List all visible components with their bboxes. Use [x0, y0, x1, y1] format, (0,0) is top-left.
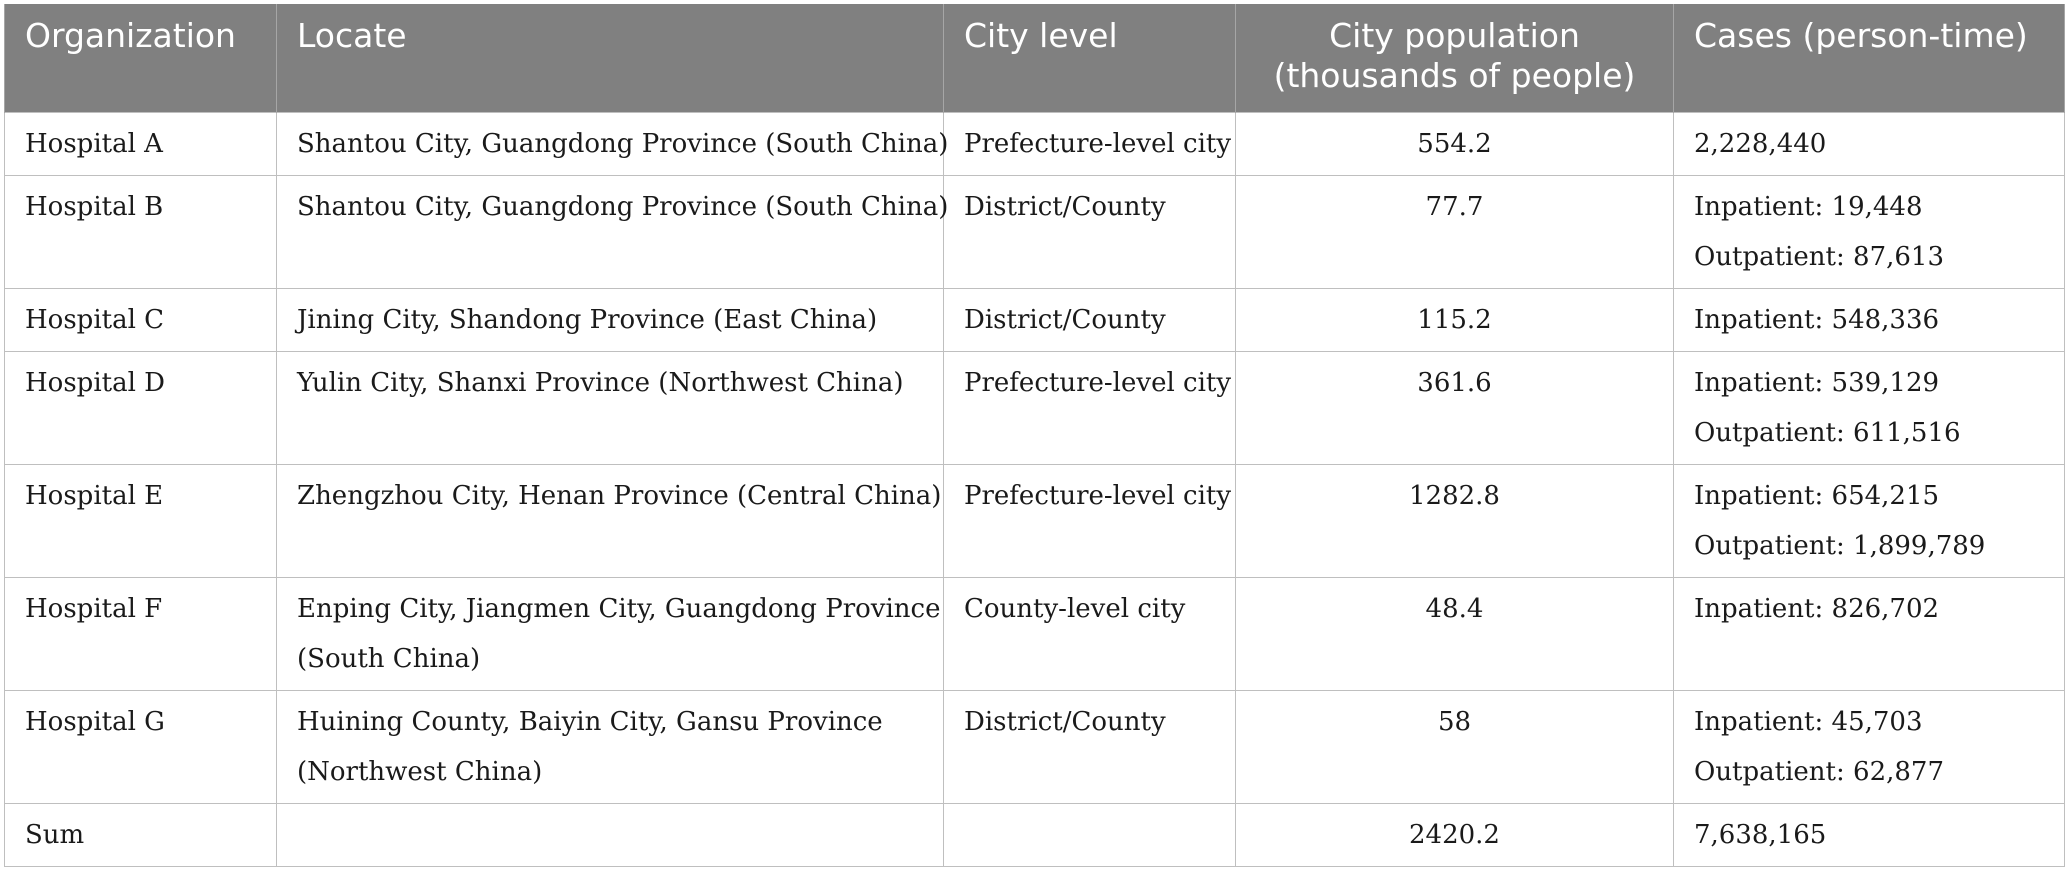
table-row [5, 690, 2065, 803]
table-row [5, 351, 2065, 464]
header-city-level: City level [944, 4, 1236, 112]
cell-sum-population: 2420.2 [1236, 803, 1674, 866]
cell-locate [277, 464, 944, 577]
header-city-population [1236, 4, 1674, 112]
header-city-population-line1: City population [1329, 16, 1580, 55]
hospital-data-table [4, 4, 2065, 867]
cell-locate-region: (Northwest China) [297, 756, 543, 787]
cell-organization: Hospital D [5, 351, 277, 464]
cell-empty [944, 803, 1236, 866]
cell-city-level: Prefecture-level city [944, 351, 1236, 464]
hospital-data-table-container [4, 4, 2064, 854]
header-city-population-line2: (thousands of people) [1273, 56, 1636, 95]
cell-city-level: District/County [944, 690, 1236, 803]
cell-locate-line: Zhengzhou City, Henan Province (Central China) [297, 480, 942, 511]
cell-cases [1674, 464, 2065, 577]
cell-cases [1674, 175, 2065, 288]
cell-locate-region: (South China) [297, 643, 481, 674]
table-row [5, 464, 2065, 577]
table-row [5, 175, 2065, 288]
cell-cases-inpatient: Inpatient: 19,448 [1694, 191, 1923, 222]
cell-population: 48.4 [1236, 577, 1674, 690]
cell-sum-cases: 7,638,165 [1674, 803, 2065, 866]
cell-locate [277, 690, 944, 803]
cell-locate-line: Shantou City, Guangdong Province (South China) [297, 128, 949, 159]
table-row [5, 112, 2065, 175]
cell-cases-inpatient: Inpatient: 548,336 [1694, 304, 1940, 335]
cell-population: 58 [1236, 690, 1674, 803]
cell-locate-line: Huining County, Baiyin City, Gansu Province [297, 706, 883, 737]
cell-cases-inpatient: Inpatient: 45,703 [1694, 706, 1923, 737]
cell-population: 1282.8 [1236, 464, 1674, 577]
table-sum-row [5, 803, 2065, 866]
header-organization: Organization [5, 4, 277, 112]
cell-cases [1674, 288, 2065, 351]
cell-locate [277, 112, 949, 175]
cell-sum-label: Sum [5, 803, 277, 866]
cell-cases [1674, 577, 2065, 690]
cell-locate-line: Shantou City, Guangdong Province (South China) [297, 191, 949, 222]
cell-locate [277, 175, 949, 288]
cell-cases-outpatient: Outpatient: 1,899,789 [1694, 530, 1986, 561]
table-row [5, 577, 2065, 690]
cell-locate-line: Yulin City, Shanxi Province (Northwest China) [297, 367, 904, 398]
table-row [5, 288, 2065, 351]
cell-cases-inpatient: Inpatient: 654,215 [1694, 480, 1940, 511]
cell-organization: Hospital G [5, 690, 277, 803]
cell-cases [1674, 112, 2065, 175]
cell-locate [277, 288, 944, 351]
cell-locate-line: Enping City, Jiangmen City, Guangdong Province [297, 593, 941, 624]
cell-city-level: District/County [944, 288, 1236, 351]
cell-cases-outpatient: Outpatient: 62,877 [1694, 756, 1944, 787]
cell-cases-outpatient: Outpatient: 87,613 [1694, 241, 1944, 272]
cell-locate [277, 577, 944, 690]
cell-empty [277, 803, 944, 866]
cell-population: 115.2 [1236, 288, 1674, 351]
cell-locate-line: Jining City, Shandong Province (East China) [297, 304, 878, 335]
cell-city-level: County-level city [944, 577, 1236, 690]
header-cases: Cases (person-time) [1674, 4, 2065, 112]
cell-population: 554.2 [1236, 112, 1674, 175]
header-locate: Locate [277, 4, 944, 112]
cell-cases-inpatient: Inpatient: 539,129 [1694, 367, 1940, 398]
cell-city-level: Prefecture-level city [944, 464, 1236, 577]
cell-cases [1674, 690, 2065, 803]
cell-cases-outpatient: Outpatient: 611,516 [1694, 417, 1961, 448]
cell-organization: Hospital A [5, 112, 277, 175]
cell-population: 361.6 [1236, 351, 1674, 464]
cell-organization: Hospital B [5, 175, 277, 288]
cell-organization: Hospital C [5, 288, 277, 351]
cell-organization: Hospital E [5, 464, 277, 577]
cell-cases-inpatient: Inpatient: 826,702 [1694, 593, 1940, 624]
cell-cases [1674, 351, 2065, 464]
cell-organization: Hospital F [5, 577, 277, 690]
cell-city-level: District/County [944, 175, 1236, 288]
cell-cases-line: 2,228,440 [1694, 128, 1827, 159]
table-header-row [5, 4, 2065, 112]
cell-locate [277, 351, 944, 464]
cell-population: 77.7 [1236, 175, 1674, 288]
cell-city-level: Prefecture-level city [944, 112, 1236, 175]
